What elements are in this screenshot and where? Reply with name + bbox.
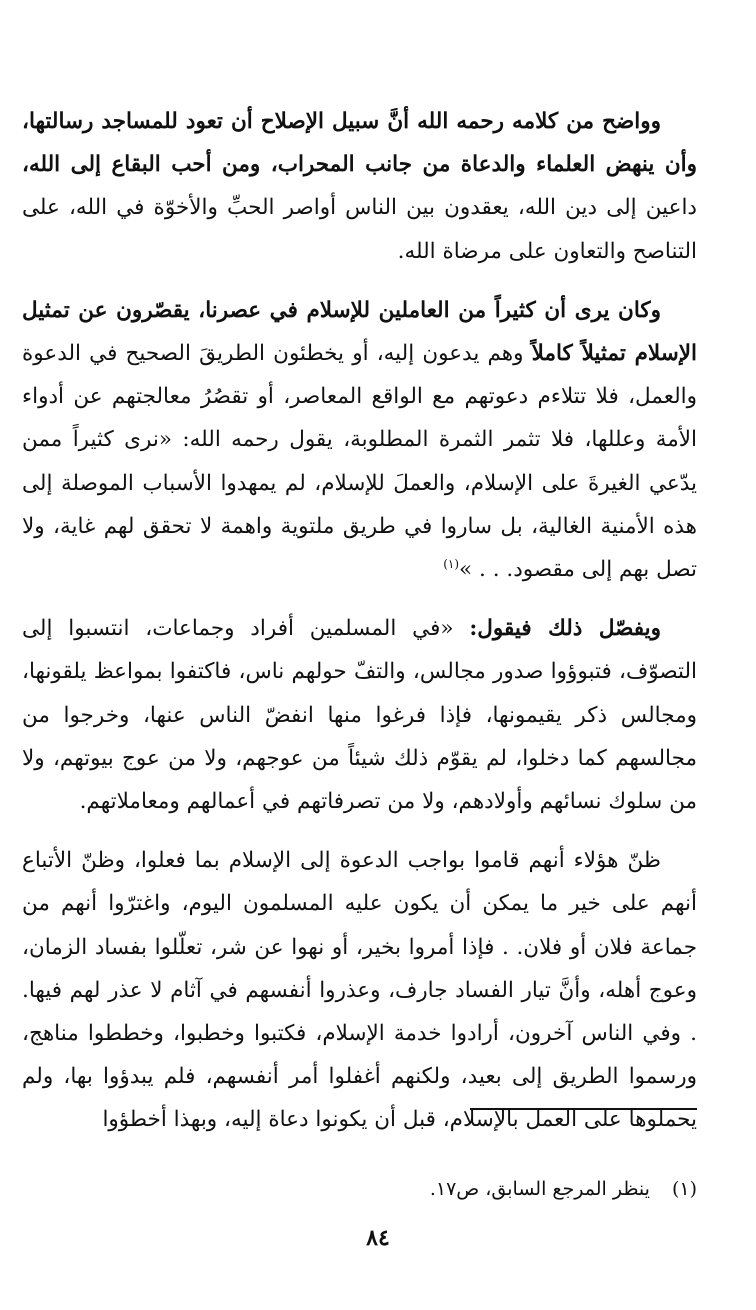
footnote-text: ينظر المرجع السابق، ص١٧. <box>429 1178 650 1200</box>
paragraph-3 <box>22 607 697 823</box>
paragraph-2-lead: وكان يرى أن كثيراً من العاملين للإسلام في عصرنا، يقصّرون عن تمثيل الإسلام تمثيلاً كاملاً <box>22 297 697 367</box>
paragraph-3-text: «في المسلمين أفراد وجماعات، انتسبوا إلى التصوّف، فتبوؤوا صدور مجالس، والتفّ حولهم ناس، فاكتفوا بمواعظ يلقونها، ومجالس ذكر يقيمونها، فإذا فرغوا منها انفضّ الناس عنها، وخرجوا من مجالسهم كما دخلوا، لم يقوّم ذلك شيئاً من عوجهم، ولا من عوج بيوتهم، ولا من سلوك نسائهم وأولادهم، ولا من تصرفاتهم في أعمالهم ومعاملاتهم. <box>22 616 697 815</box>
footnote-divider <box>470 1108 697 1110</box>
paragraph-1-lead: وواضح من كلامه رحمه الله أنَّ سبيل الإصلاح أن تعود للمساجد رسالتها، وأن ينهض العلماء والدعاة من جانب المحراب، ومن أحب البقاع إلى الله، <box>22 109 697 178</box>
paragraph-3-lead: ويفصّل ذلك فيقول: <box>469 616 661 642</box>
footnote-number: (١) <box>671 1178 697 1200</box>
footnote-reference[interactable]: (١) <box>443 556 460 571</box>
paragraph-1-text: داعين إلى دين الله، يعقدون بين الناس أواصر الحبِّ والأخوّة في الله، على التناصح والتعاون على مرضاة الله. <box>22 195 697 264</box>
page-body <box>22 100 697 1142</box>
paragraph-4-text: ظنّ هؤلاء أنهم قاموا بواجب الدعوة إلى الإسلام بما فعلوا، وظنّ الأتباع أنهم على خير ما يمكن أن يكون عليه المسلمون اليوم، واغترّوا أنهم من جماعة فلان أو فلان. . فإذا أمروا بخير، أو نهوا عن شر، تعلّلوا بفساد الزمان، وعوج أهله، وأنَّ تيار الفساد جارف، وعذروا أنفسهم في آثام لا عذر لهم فيها. . وفي الناس آخرون، أرادوا خدمة الإسلام، فكتبوا وخطبوا، وخططوا مناهج، ورسموا الطريق إلى بعيد، ولكنهم أغفلوا أمر أنفسهم، فلم يبدؤوا بها، ولم يحملوها على العمل بالإسلام، قبل أن يكونوا دعاة إليه، وبهذا أخطؤوا <box>22 848 697 1133</box>
paragraph-1 <box>22 100 697 273</box>
footnote <box>300 1176 697 1202</box>
paragraph-2-text: وهم يدعون إليه، أو يخطئون الطريقَ الصحيح في الدعوة والعمل، فلا تتلاءم دعوتهم مع الواقع المعاصر، أو تقصُرُ معالجتهم عن أدواء الأمة وعللها، فلا تثمر الثمرة المطلوبة، يقول رحمه الله: «نرى كثيراً ممن يدّعي الغيرةَ على الإسلام، والعملَ للإسلام، لم يمهدوا الأسباب الموصلة إلى هذه الأمنية الغالية، بل ساروا في طريق ملتوية واهمة لا تحقق لهم غاية، ولا تصل بهم إلى مقصود. . . » <box>22 341 697 583</box>
paragraph-2 <box>22 289 697 591</box>
paragraph-4 <box>22 839 697 1141</box>
page-number: ٨٤ <box>366 1225 390 1251</box>
